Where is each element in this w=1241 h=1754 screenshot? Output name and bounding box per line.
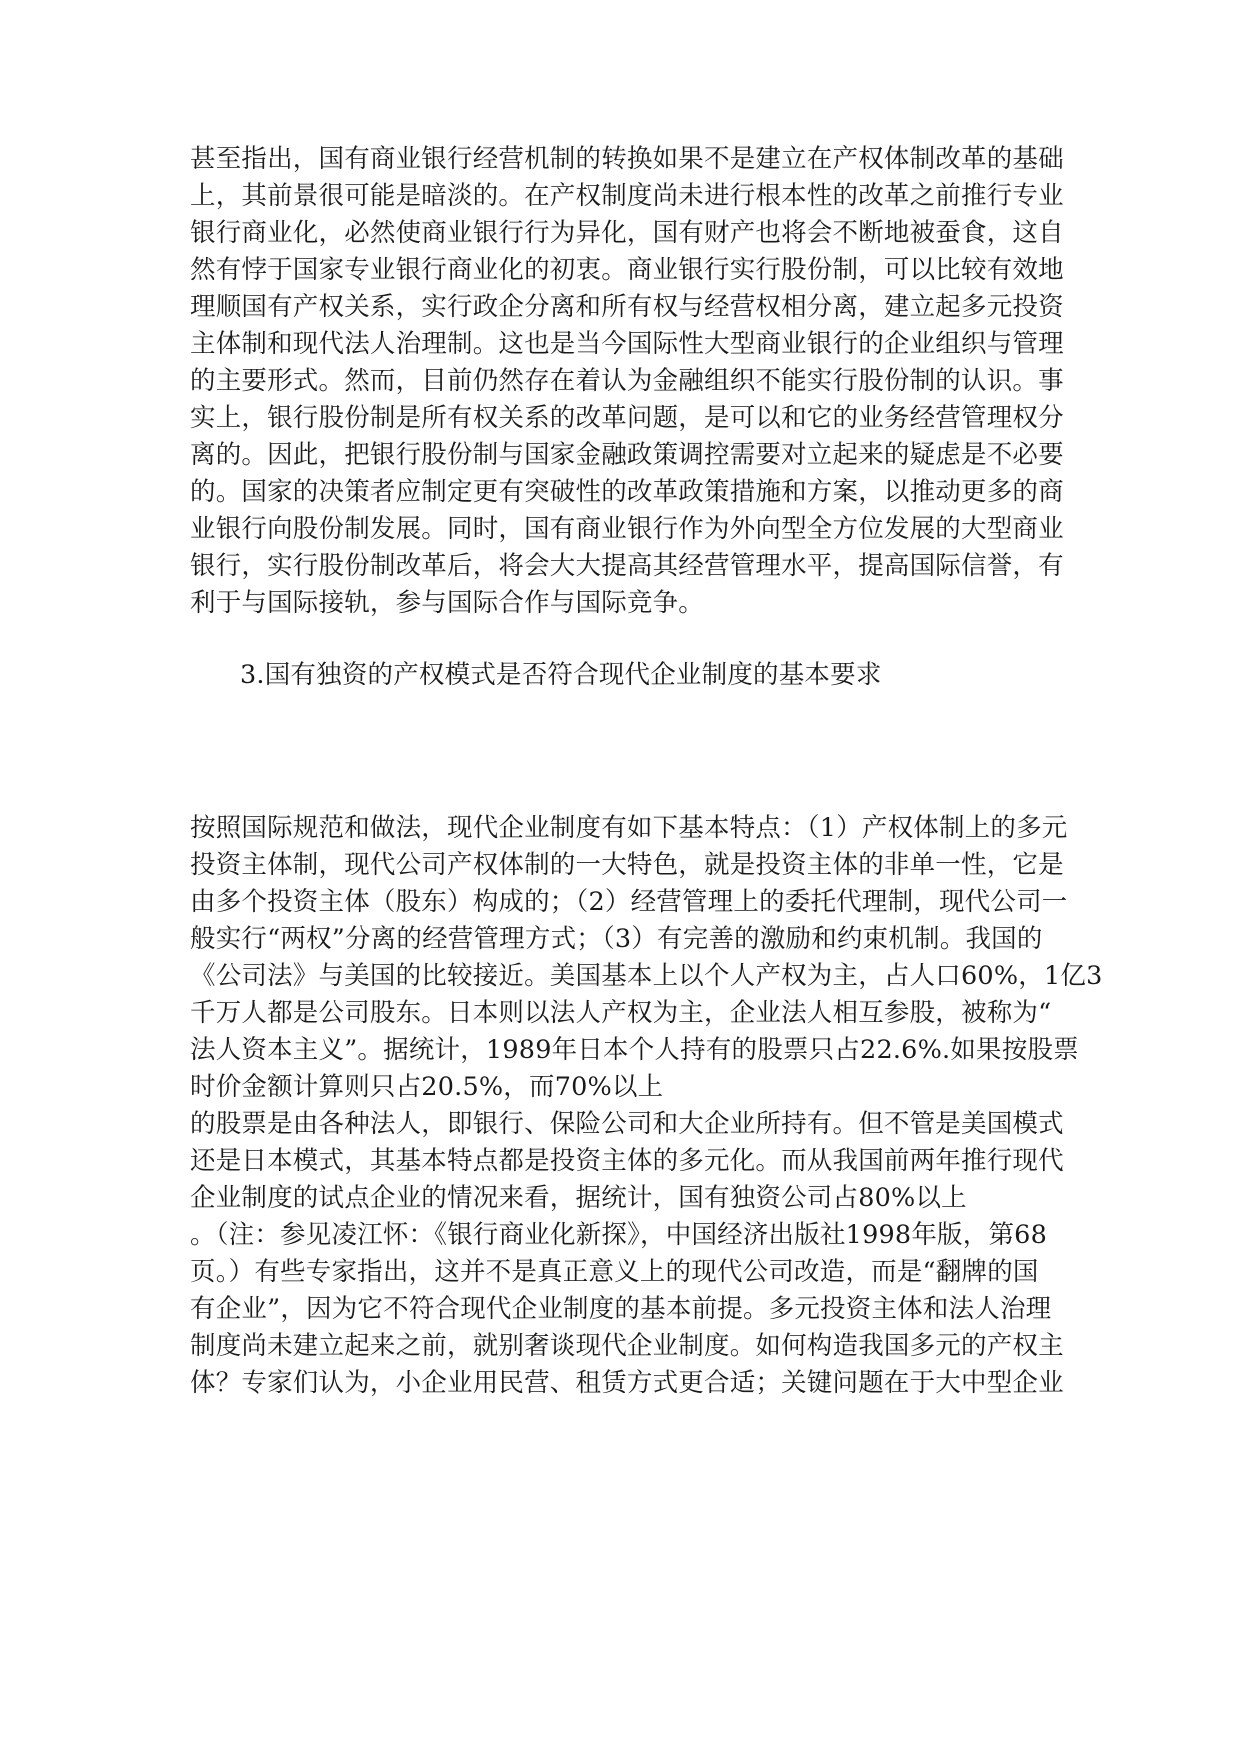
paragraph-1-line: 银行商业化，必然使商业银行行为异化，国有财产也将会不断地被蚕食，这自 (190, 218, 1064, 248)
paragraph-2-line: 页。）有些专家指出，这并不是真正意义上的现代公司改造，而是“翻牌的国 (190, 1257, 1039, 1287)
paragraph-1-line: 甚至指出，国有商业银行经营机制的转换如果不是建立在产权体制改革的基础 (190, 144, 1064, 174)
paragraph-1-line: 业银行向股份制发展。同时，国有商业银行作为外向型全方位发展的大型商业 (190, 514, 1064, 544)
paragraph-1-line: 离的。因此，把银行股份制与国家金融政策调控需要对立起来的疑虑是不必要 (190, 440, 1064, 470)
paragraph-2-line: 时价金额计算则只占20.5%，而70%以上 (190, 1072, 664, 1102)
paragraph-2-line: 企业制度的试点企业的情况来看，据统计，国有独资公司占80%以上 (190, 1183, 967, 1213)
paragraph-1-line: 主体制和现代法人治理制。这也是当今国际性大型商业银行的企业组织与管理 (190, 329, 1064, 359)
paragraph-2-line: 般实行“两权”分离的经营管理方式；（3）有完善的激励和约束机制。我国的 (190, 924, 1043, 954)
paragraph-1-line: 的。国家的决策者应制定更有突破性的改革政策措施和方案，以推动更多的商 (190, 477, 1064, 507)
paragraph-2-line: 体？专家们认为，小企业用民营、租赁方式更合适；关键问题在于大中型企业 (190, 1368, 1064, 1398)
paragraph-2-line: 《公司法》与美国的比较接近。美国基本上以个人产权为主，占人口60%，1亿3 (190, 961, 1103, 991)
section-heading: 3.国有独资的产权模式是否符合现代企业制度的基本要求 (240, 660, 882, 690)
paragraph-1-line: 实上，银行股份制是所有权关系的改革问题，是可以和它的业务经营管理权分 (190, 403, 1064, 433)
paragraph-2-line: 由多个投资主体（股东）构成的；（2）经营管理上的委托代理制，现代公司一 (190, 887, 1068, 917)
paragraph-1-line: 然有悖于国家专业银行商业化的初衷。商业银行实行股份制，可以比较有效地 (190, 255, 1064, 285)
paragraph-1-line: 银行，实行股份制改革后，将会大大提高其经营管理水平，提高国际信誉，有 (190, 551, 1064, 581)
paragraph-1-line: 利于与国际接轨，参与国际合作与国际竞争。 (190, 588, 705, 618)
paragraph-1-line: 上，其前景很可能是暗淡的。在产权制度尚未进行根本性的改革之前推行专业 (190, 181, 1064, 211)
paragraph-2-line: 还是日本模式，其基本特点都是投资主体的多元化。而从我国前两年推行现代 (190, 1146, 1064, 1176)
paragraph-2-line: 千万人都是公司股东。日本则以法人产权为主，企业法人相互参股，被称为“ (190, 998, 1052, 1028)
paragraph-2-line: 按照国际规范和做法，现代企业制度有如下基本特点：（1）产权体制上的多元 (190, 813, 1068, 843)
paragraph-1-line: 的主要形式。然而，目前仍然存在着认为金融组织不能实行股份制的认识。事 (190, 366, 1064, 396)
paragraph-2-line: 投资主体制，现代公司产权体制的一大特色，就是投资主体的非单一性，它是 (190, 850, 1064, 880)
paragraph-2-line: 。（注：参见凌江怀：《银行商业化新探》，中国经济出版社1998年版，第68 (190, 1220, 1047, 1250)
paragraph-2-line: 法人资本主义”。据统计，1989年日本个人持有的股票只占22.6%.如果按股票 (190, 1035, 1079, 1065)
paragraph-2-line: 制度尚未建立起来之前，就别奢谈现代企业制度。如何构造我国多元的产权主 (190, 1331, 1064, 1361)
paragraph-1-line: 理顺国有产权关系，实行政企分离和所有权与经营权相分离，建立起多元投资 (190, 292, 1064, 322)
paragraph-2-line: 的股票是由各种法人，即银行、保险公司和大企业所持有。但不管是美国模式 (190, 1109, 1064, 1139)
paragraph-2-line: 有企业”，因为它不符合现代企业制度的基本前提。多元投资主体和法人治理 (190, 1294, 1052, 1324)
